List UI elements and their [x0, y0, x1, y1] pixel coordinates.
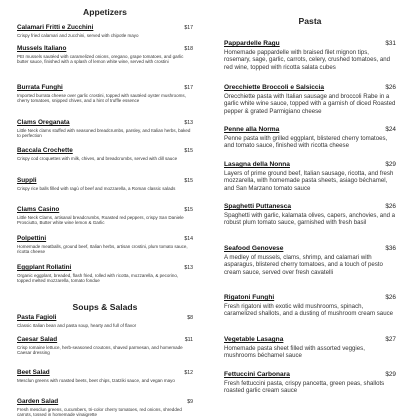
appetizers-title: Appetizers [83, 7, 127, 17]
menu-item [17, 369, 193, 383]
item-name: Clams Casino [17, 206, 60, 213]
item-description: Fresh mesclun greens, cucumbers, tri-color cherry tomatoes, red onions, shredded carrots, tossed in homemade vinaigrette [17, 407, 182, 418]
item-description: Crispy cod croquettes with milk, chives, and breadcrumbs, served with dill sauce [17, 156, 178, 161]
item-description: Spaghetti with garlic, kalamata olives, capers, anchovies, and a robust plum tomato sauce, garnished with fresh basil [224, 212, 396, 227]
item-price: $18 [184, 46, 193, 52]
item-price: $31 [385, 40, 396, 47]
menu-item [224, 245, 396, 276]
item-price: $17 [184, 25, 193, 31]
item-description: Organic eggplant, breaded, flash fried, rolled with ricotta, mozzarella, & pecorino, topped melted mozzarella, tomato fondue [17, 273, 179, 284]
item-name: Pasta Fagioli [17, 314, 57, 321]
item-price: $29 [385, 371, 396, 378]
menu-item [224, 371, 396, 395]
item-name: Vegetable Lasagna [224, 336, 284, 343]
item-name: Mussels Italiano [17, 45, 67, 52]
menu-item [17, 314, 193, 328]
item-price: $36 [385, 245, 396, 252]
item-name: Calamari Fritti e Zucchini [17, 24, 94, 31]
menu-item [17, 398, 193, 418]
item-price: $14 [184, 236, 193, 242]
item-name: Caesar Salad [17, 336, 58, 343]
item-price: $9 [187, 399, 193, 405]
item-price: $27 [385, 336, 396, 343]
item-description: Homemade pasta sheet filled with assorted veggies, mushrooms béchamel sauce [224, 345, 365, 360]
item-name: Penne alla Norma [224, 126, 280, 133]
item-price: $11 [184, 337, 193, 343]
item-name: Suppli [17, 177, 37, 184]
item-name: Beet Salad [17, 369, 50, 376]
menu-item [17, 264, 193, 284]
item-description: PEI mussels sautéed with caramelized onions, oregano, grape tomatoes, and garlic butter sauce, finished with a splash of lemon white wine, served with crostini [17, 54, 184, 65]
item-description: Orecchiette pasta with Italian sausage and broccoli Rabe in a garlic white wine sauce, topped with a garnish of diced Roasted pepper & grated Parmigiano cheese [224, 93, 396, 115]
menu-item [17, 119, 193, 139]
menu-item [224, 203, 396, 227]
item-price: $26 [385, 203, 396, 210]
menu-item [17, 24, 193, 38]
item-price: $15 [184, 178, 193, 184]
item-price: $24 [385, 126, 396, 133]
menu-item [224, 161, 396, 192]
item-name: Polpettini [17, 235, 47, 242]
item-description: Little Neck Clams, artisanal breadcrumbs, Roasted red peppers, crispy San Daniele Prosciutto, Butter white wine lemon & Garlic [17, 215, 184, 226]
item-price: $29 [385, 161, 396, 168]
item-description: Mesclun greens with roasted beets, beet chips, tzatziki sauce, and vegan mayo [17, 378, 175, 383]
item-description: Homemade meatballs, ground beef, Italian herbs, artisan crostini, plum tomato sauce, ricotta cheese [17, 244, 188, 255]
item-name: Baccala Crochette [17, 147, 73, 154]
menu-item [17, 336, 193, 356]
soups-salads-title: Soups & Salads [72, 302, 138, 312]
menu-item [17, 84, 193, 104]
menu-item [224, 84, 396, 115]
item-description: Homemade pappardelle with braised filet mignon tips, rosemary, sage, garlic, carrots, celery, crushed tomatoes, and red wine, topped with ricotta salata cubes [224, 49, 391, 71]
item-description: Classic Italian bean and pasta soup, hearty and full of flavor [17, 323, 137, 328]
item-name: Garden Salad [17, 398, 59, 405]
item-price: $15 [184, 207, 193, 213]
menu-item [17, 235, 193, 255]
item-description: Crispy fried calamari and zucchini, served with chipotle mayo [17, 33, 139, 38]
item-price: $8 [187, 315, 193, 321]
item-price: $13 [184, 265, 193, 271]
item-description: Fresh fettuccini pasta, crispy pancetta, green peas, shallots roasted garlic cream sauce [224, 380, 385, 395]
menu-item [17, 206, 193, 226]
item-description: Little Neck clams stuffed with seasoned breadcrumbs, parsley, and Italian herbs, baked to perfection [17, 128, 191, 139]
item-price: $12 [184, 370, 193, 376]
item-description: A medley of mussels, clams, shrimp, and calamari with asparagus, blistered cherry tomatoes, and a touch of pesto cream sauce, served over fresh cavatelli [224, 254, 383, 276]
item-name: Lasagna della Nonna [224, 161, 290, 168]
menu-item [224, 294, 396, 318]
item-description: Imported burrata cheese over garlic crostini, topped with sautéed oyster mushrooms, cherry tomatoes, snipped chives, and a hint of truffle essence [17, 93, 186, 104]
menu-item [17, 45, 193, 65]
item-name: Rigatoni Funghi [224, 294, 275, 301]
item-name: Eggplant Rollatini [17, 264, 72, 271]
item-price: $26 [385, 294, 396, 301]
pasta-title: Pasta [298, 16, 322, 26]
item-description: Fresh rigatoni with exotic wild mushrooms, spinach, caramelized shallots, and a dusting of mushroom cream sauce [224, 303, 394, 318]
item-description: Penne pasta with grilled eggplant, blistered cherry tomatoes, and tomato sauce, finished with ricotta cheese [224, 135, 388, 150]
item-name: Seafood Genovese [224, 245, 284, 252]
item-price: $13 [184, 120, 193, 126]
item-description: Crispy rice balls filled with ragù of beef and mozzarella, a Roman classic salads [17, 186, 176, 191]
item-name: Orecchiette Broccoli e Salsiccia [224, 84, 325, 91]
menu-item [224, 336, 396, 360]
item-name: Fettuccini Carbonara [224, 371, 290, 378]
item-name: Burrata Funghi [17, 84, 63, 91]
menu-item [224, 126, 396, 150]
item-name: Pappardelle Ragu [224, 40, 280, 47]
menu-item [17, 147, 193, 161]
menu-item [224, 40, 396, 71]
item-description: Crisp romaine lettuce, herb-seasoned croutons, shaved parmesan, and homemade Caesar dressing [17, 345, 183, 356]
item-name: Clams Oreganata [17, 119, 70, 126]
menu-item [17, 177, 193, 191]
item-price: $15 [184, 148, 193, 154]
item-name: Spaghetti Puttanesca [224, 203, 292, 210]
item-price: $26 [385, 84, 396, 91]
item-description: Layers of prime ground beef, Italian sausage, ricotta, and fresh mozzarella, with homemade pasta sheets, asiago béchamel, and San Marzano tomato sauce [224, 170, 394, 192]
item-price: $17 [184, 85, 193, 91]
